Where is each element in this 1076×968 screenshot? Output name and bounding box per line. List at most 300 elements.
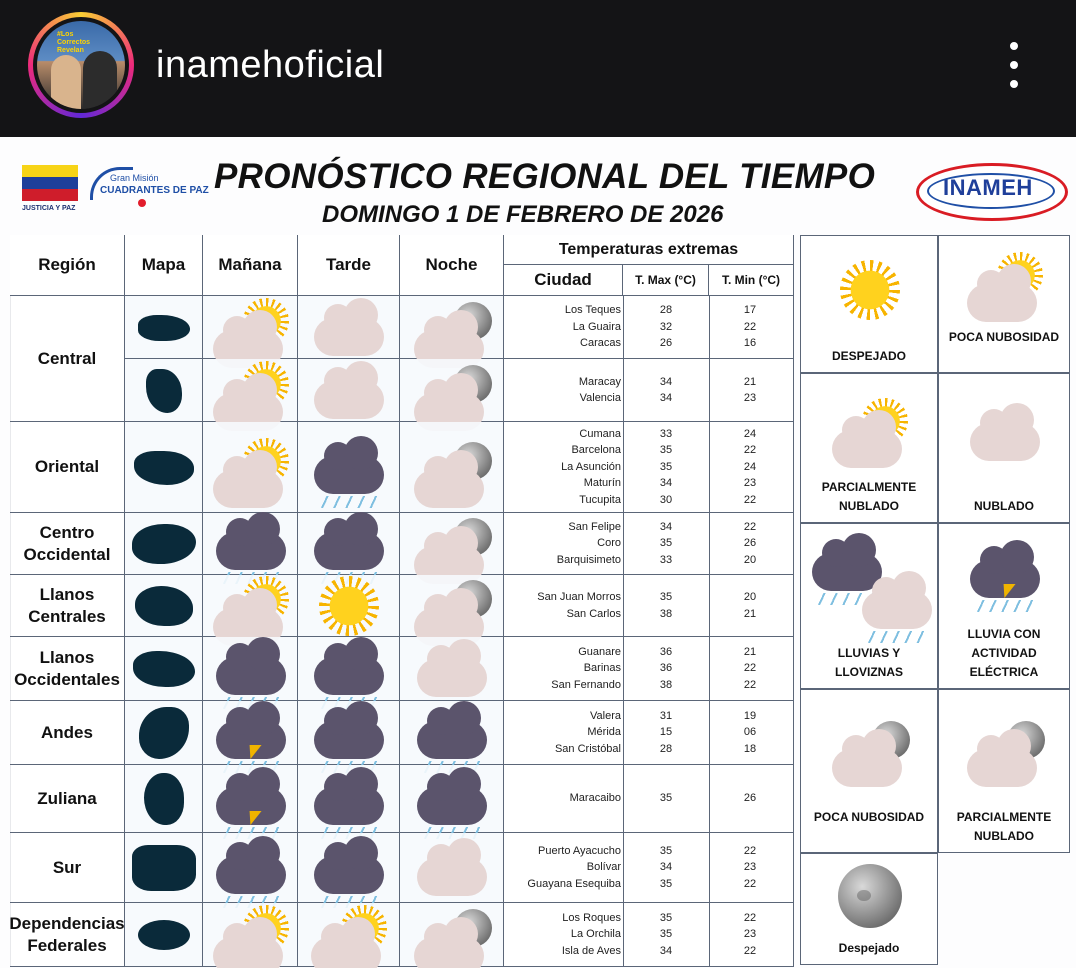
tmax-value: 34 [659, 861, 673, 874]
city-list [504, 359, 621, 421]
cloud-icon [213, 470, 283, 508]
tmax-list [631, 359, 701, 421]
tmin-value: 06 [743, 726, 757, 739]
city-name: Los Teques [564, 304, 621, 317]
tmin-value: 23 [743, 928, 757, 941]
tmin-list [710, 513, 790, 574]
noche-forecast-llanos-occidentales [400, 637, 504, 701]
cloud-icon [400, 833, 504, 903]
justicia-logo-text: JUSTICIA Y PAZ [22, 205, 76, 212]
rain-cloud-icon [298, 637, 400, 701]
rain-clouds-icon [801, 524, 939, 642]
tmax-value: 28 [659, 742, 673, 755]
cuadrantes-logo-top: Gran Misión [110, 173, 159, 183]
header-tmax: T. Max (°C) [623, 265, 709, 295]
city-name: Barquisimeto [556, 553, 621, 566]
tmax-value: 34 [659, 392, 673, 404]
tarde-forecast-zuliana [298, 765, 400, 833]
manana-forecast-dependencias-federales [203, 903, 298, 967]
tmin-list [710, 833, 790, 902]
column-divider [709, 359, 710, 421]
storm-cloud-icon [939, 524, 1071, 620]
header-mapa: Mapa [125, 235, 203, 296]
legend-label: POCA NUBOSIDAD [813, 810, 925, 824]
city-name: San Carlos [566, 607, 621, 620]
tmin-list [710, 637, 790, 700]
rain-cloud-icon [203, 833, 298, 903]
city-name: Caracas [580, 337, 621, 350]
tarde-forecast-central-2 [298, 359, 400, 422]
column-divider [709, 903, 710, 966]
tmax-value: 35 [659, 844, 673, 857]
city-list [504, 765, 621, 832]
column-divider [623, 765, 624, 832]
city-name: Valera [590, 709, 621, 722]
temperatures-llanos-occidentales [504, 637, 794, 701]
tmin-value: 22 [743, 844, 757, 857]
tmax-value: 34 [659, 944, 673, 957]
cloud-icon [862, 591, 932, 629]
region-label: Oriental [34, 457, 100, 476]
tmax-list [631, 422, 701, 512]
tmax-value: 35 [659, 591, 673, 603]
region-label: Zuliana [37, 788, 97, 808]
tarde-forecast-dependencias-federales [298, 903, 400, 967]
map-zuliana [125, 765, 203, 833]
cloud-icon [298, 296, 400, 359]
tmax-value: 32 [659, 320, 673, 333]
forecast-date: DOMINGO 1 DE FEBRERO DE 2026 [322, 201, 724, 228]
region-label: Centro Occidental [23, 522, 111, 564]
post-image[interactable] [0, 137, 1076, 968]
cloudy-moon-icon [801, 690, 939, 804]
column-divider [709, 575, 710, 636]
manana-forecast-sur [203, 833, 298, 903]
tmin-value: 22 [743, 911, 757, 924]
column-divider [623, 296, 624, 358]
noche-forecast-centro-occidental [400, 513, 504, 575]
city-name: Cumana [579, 427, 621, 440]
tmax-value: 35 [659, 792, 673, 805]
column-divider [709, 513, 710, 574]
tmax-value: 34 [659, 375, 673, 388]
column-divider [623, 359, 624, 421]
tmin-value: 20 [743, 553, 757, 566]
column-divider [623, 701, 624, 764]
tarde-forecast-central [298, 296, 400, 359]
city-name: Isla de Aves [561, 944, 621, 957]
cloud-icon [970, 423, 1040, 461]
tmin-value: 23 [743, 861, 757, 874]
avatar-person-left [51, 55, 81, 109]
cloud-icon [832, 430, 902, 468]
noche-forecast-central-2 [400, 359, 504, 422]
region-map-shape [132, 524, 196, 564]
city-list [504, 296, 621, 358]
cloud-icon [417, 858, 487, 896]
temperatures-centro-occidental [504, 513, 794, 575]
partly-cloudy-sun-icon [801, 374, 939, 482]
map-llanos-occidentales [125, 637, 203, 701]
temperatures-sur [504, 833, 794, 903]
city-name: Tucupita [579, 493, 621, 506]
region-map-shape [146, 369, 182, 413]
manana-forecast-central-2 [203, 359, 298, 422]
cloudy-moon-icon [400, 575, 504, 637]
tmax-value: 34 [659, 477, 673, 490]
city-name: Barcelona [571, 444, 621, 457]
post-header [0, 0, 1076, 137]
cloud-icon [314, 381, 384, 419]
cloudy-moon-icon [400, 359, 504, 422]
temperatures-zuliana [504, 765, 794, 833]
tmax-value: 31 [659, 709, 673, 722]
legend-label: PARCIALMENTE NUBLADO [956, 810, 1052, 843]
legend-item-2 [938, 235, 1070, 373]
tarde-forecast-centro-occidental [298, 513, 400, 575]
partly-cloudy-sun-icon [203, 575, 298, 637]
city-name: San Cristóbal [554, 742, 621, 755]
moon-icon [838, 864, 902, 928]
header-manana: Mañana [203, 235, 298, 296]
city-name: San Felipe [568, 520, 621, 533]
column-divider [709, 422, 710, 512]
avatar-person-right [83, 51, 117, 109]
region-sur [10, 833, 125, 903]
cloudy-moon-icon [939, 690, 1071, 804]
header-region: Región [10, 235, 125, 296]
tmax-value: 36 [659, 645, 673, 658]
column-divider [623, 513, 624, 574]
rain-cloud-icon [400, 765, 504, 833]
more-options-icon[interactable] [1004, 40, 1024, 90]
map-llanos-centrales [125, 575, 203, 637]
cloudy-moon-icon [400, 513, 504, 575]
column-divider [709, 637, 710, 700]
cloud-icon [832, 749, 902, 787]
manana-forecast-zuliana [203, 765, 298, 833]
noche-forecast-andes [400, 701, 504, 765]
legend-label: LLUVIAS Y LLOVIZNAS [835, 646, 903, 679]
tmax-value: 35 [659, 877, 673, 890]
inameh-logo-text: INAMEH [943, 175, 1033, 200]
partly-cloudy-sun-icon [203, 296, 298, 359]
legend-item-5 [800, 523, 938, 689]
city-name: Barinas [583, 662, 621, 675]
tmax-value: 38 [659, 678, 673, 691]
temperatures-oriental [504, 422, 794, 513]
rain-cloud-icon [417, 787, 487, 825]
avatar-hashtag: #Los Correctos Revelan [57, 31, 91, 54]
city-list [504, 701, 621, 764]
sun-icon [298, 575, 400, 637]
tmin-value: 26 [743, 792, 757, 805]
tarde-forecast-llanos-occidentales [298, 637, 400, 701]
noche-forecast-llanos-centrales [400, 575, 504, 637]
manana-forecast-llanos-occidentales [203, 637, 298, 701]
region-centro-occidental [10, 513, 125, 575]
city-name: Bolívar [586, 861, 621, 874]
region-map-shape [132, 845, 196, 891]
more-dot [1010, 61, 1018, 69]
city-name: San Juan Morros [537, 591, 621, 603]
tmax-value: 33 [659, 427, 673, 440]
forecast-title: PRONÓSTICO REGIONAL DEL TIEMPO [214, 157, 876, 196]
region-llanos-occidentales [10, 637, 125, 701]
region-map-shape [135, 586, 193, 626]
tmax-list [631, 637, 701, 700]
region-map-shape [133, 651, 195, 687]
region-map-shape [138, 315, 190, 341]
rain-cloud-icon [216, 532, 286, 570]
map-central [125, 296, 203, 359]
rain-cloud-icon [314, 721, 384, 759]
tmin-value: 24 [743, 460, 757, 473]
noche-forecast-oriental [400, 422, 504, 513]
region-map-shape [138, 920, 190, 950]
column-divider [709, 765, 710, 832]
more-dot [1010, 42, 1018, 50]
tmin-value: 22 [743, 877, 757, 890]
tmin-value: 16 [743, 337, 757, 350]
header-tmin: T. Min (°C) [721, 273, 781, 287]
rain-cloud-icon [314, 657, 384, 695]
tmin-value: 21 [743, 375, 757, 388]
rain-cloud-icon [314, 532, 384, 570]
region-label: Sur [52, 857, 82, 877]
rain-cloud-icon [298, 701, 400, 765]
sun-icon [319, 576, 379, 636]
partly-cloudy-sun-icon [298, 903, 400, 967]
rain-cloud-icon [298, 833, 400, 903]
region-central [10, 296, 125, 422]
tmax-value: 15 [659, 726, 673, 739]
tmin-value: 18 [743, 742, 757, 755]
manana-forecast-centro-occidental [203, 513, 298, 575]
city-list [504, 422, 621, 512]
manana-forecast-llanos-centrales [203, 575, 298, 637]
tmax-list [631, 903, 701, 966]
tmax-list [631, 296, 701, 358]
tarde-forecast-oriental [298, 422, 400, 513]
tmin-value: 26 [743, 537, 757, 550]
city-name: Maturín [583, 477, 621, 490]
cloud-icon [417, 659, 487, 697]
region-oriental [10, 422, 125, 513]
column-divider [623, 903, 624, 966]
rain-drops-icon [868, 631, 928, 643]
sun-icon [840, 260, 900, 320]
manana-forecast-oriental [203, 422, 298, 513]
rain-cloud-icon [400, 701, 504, 765]
rain-cloud-icon [203, 513, 298, 575]
tmax-list [631, 513, 701, 574]
rain-cloud-icon [314, 456, 384, 494]
cloudy-moon-icon [400, 903, 504, 967]
tmax-value: 34 [659, 520, 673, 533]
tmin-list [710, 359, 790, 421]
header-temps-title: Temperaturas extremas [504, 235, 793, 265]
temperatures-central [504, 296, 794, 359]
tmax-value: 38 [659, 607, 673, 620]
noche-forecast-zuliana [400, 765, 504, 833]
region-label: Central [37, 348, 97, 368]
tmin-list [710, 903, 790, 966]
rain-cloud-icon [417, 721, 487, 759]
tmax-list [631, 575, 701, 636]
tmax-value: 26 [659, 337, 673, 350]
region-dependencias-federales [10, 903, 125, 967]
tmin-value: 19 [743, 709, 757, 722]
tmax-value: 35 [659, 911, 673, 924]
rain-cloud-icon [216, 657, 286, 695]
city-name: La Orchila [570, 928, 621, 941]
header-ciudad: Ciudad [504, 265, 623, 295]
username[interactable]: inamehoficial [156, 44, 385, 86]
header-noche: Noche [400, 235, 504, 296]
tarde-forecast-andes [298, 701, 400, 765]
tmin-list [710, 296, 790, 358]
city-name: Valencia [579, 392, 621, 404]
map-andes [125, 701, 203, 765]
cloud-icon [414, 470, 484, 508]
region-label: Andes [41, 722, 93, 742]
column-divider [709, 701, 710, 764]
tmax-value: 35 [659, 460, 673, 473]
region-map-shape [139, 707, 189, 759]
tmax-value: 30 [659, 493, 673, 506]
cuadrantes-logo [90, 167, 209, 211]
tmin-list [710, 575, 790, 636]
tmin-list [710, 701, 790, 764]
venezuela-flag-logo [22, 165, 78, 201]
tarde-forecast-llanos-centrales [298, 575, 400, 637]
rain-drops-icon [977, 600, 1037, 612]
city-name: Guayana Esequiba [527, 877, 621, 890]
legend-label: DESPEJADO [831, 349, 907, 363]
city-name: Coro [597, 537, 621, 550]
temperatures-central-2 [504, 359, 794, 422]
region-llanos-centrales [10, 575, 125, 637]
cuadrantes-logo-main: CUADRANTES DE PAZ [100, 185, 209, 196]
region-label: Llanos Occidentales [14, 647, 120, 689]
cloud-icon [314, 318, 384, 356]
city-list [504, 513, 621, 574]
tmin-value: 17 [743, 304, 757, 317]
column-divider [623, 422, 624, 512]
rain-cloud-icon [298, 422, 400, 513]
map-centro-occidental [125, 513, 203, 575]
region-map-shape [144, 773, 184, 825]
rain-cloud-icon [314, 787, 384, 825]
temperatures-andes [504, 701, 794, 765]
region-zuliana [10, 765, 125, 833]
rain-drops-icon [321, 496, 381, 508]
legend-label: LLUVIA CON ACTIVIDAD ELÉCTRICA [967, 627, 1041, 679]
map-oriental [125, 422, 203, 513]
tmax-value: 33 [659, 553, 673, 566]
tmax-list [631, 765, 701, 832]
tmin-value: 22 [743, 944, 757, 957]
legend-item-8 [938, 689, 1070, 853]
tmax-list [631, 701, 701, 764]
tmin-value: 22 [743, 520, 757, 533]
column-divider [623, 637, 624, 700]
tmin-value: 23 [743, 477, 757, 490]
cloud-icon [967, 749, 1037, 787]
rain-cloud-icon [298, 513, 400, 575]
tmin-value: 23 [743, 392, 757, 404]
city-name: Guanare [578, 645, 621, 658]
sun-icon [801, 236, 939, 344]
city-name: La Asunción [561, 460, 621, 473]
tmin-value: 20 [743, 591, 757, 603]
legend-label: POCA NUBOSIDAD [948, 330, 1060, 344]
cloud-icon [967, 284, 1037, 322]
legend-item-7 [800, 689, 938, 853]
noche-forecast-dependencias-federales [400, 903, 504, 967]
tmin-value: 22 [743, 444, 757, 457]
city-name: Maracay [578, 375, 621, 388]
cloud-icon [298, 359, 400, 422]
cloud-icon [939, 374, 1071, 492]
header-temperaturas [504, 235, 794, 296]
city-name: San Fernando [551, 678, 621, 691]
noche-forecast-sur [400, 833, 504, 903]
manana-forecast-andes [203, 701, 298, 765]
tmin-value: 22 [743, 320, 757, 333]
tmax-value: 28 [659, 304, 673, 317]
city-name: Puerto Ayacucho [538, 844, 621, 857]
cloud-icon [213, 937, 283, 968]
map-sur [125, 833, 203, 903]
storm-cloud-icon [203, 701, 298, 765]
avatar[interactable] [37, 21, 125, 109]
inameh-logo [916, 163, 1068, 221]
legend-item-3 [800, 373, 938, 523]
city-list [504, 637, 621, 700]
city-list [504, 575, 621, 636]
avatar-story-ring[interactable] [28, 12, 134, 118]
legend-item-1 [800, 235, 938, 373]
tmin-value: 24 [743, 427, 757, 440]
tmin-value: 22 [743, 662, 757, 675]
partly-cloudy-sun-icon [203, 359, 298, 422]
avatar-frame [33, 17, 129, 113]
legend-label: PARCIALMENTE NUBLADO [821, 480, 917, 513]
partly-cloudy-sun-icon [203, 903, 298, 967]
city-name: La Guaira [572, 320, 621, 333]
cloudy-moon-icon [400, 296, 504, 359]
cloud-icon [414, 937, 484, 968]
location-pin-icon [138, 199, 146, 207]
more-dot [1010, 80, 1018, 88]
tmin-value: 21 [743, 645, 757, 658]
cloudy-moon-icon [400, 422, 504, 513]
tarde-forecast-sur [298, 833, 400, 903]
city-list [504, 833, 621, 902]
temperatures-dependencias-federales [504, 903, 794, 967]
tmin-value: 21 [743, 607, 757, 620]
partly-cloudy-sun-icon [939, 236, 1071, 328]
rain-cloud-icon [298, 765, 400, 833]
storm-cloud-icon [203, 765, 298, 833]
legend-item-9 [800, 853, 938, 965]
legend-label: Despejado [838, 941, 900, 955]
tmin-value: 22 [743, 678, 757, 691]
legend-item-4 [938, 373, 1070, 523]
partly-cloudy-sun-icon [203, 422, 298, 513]
